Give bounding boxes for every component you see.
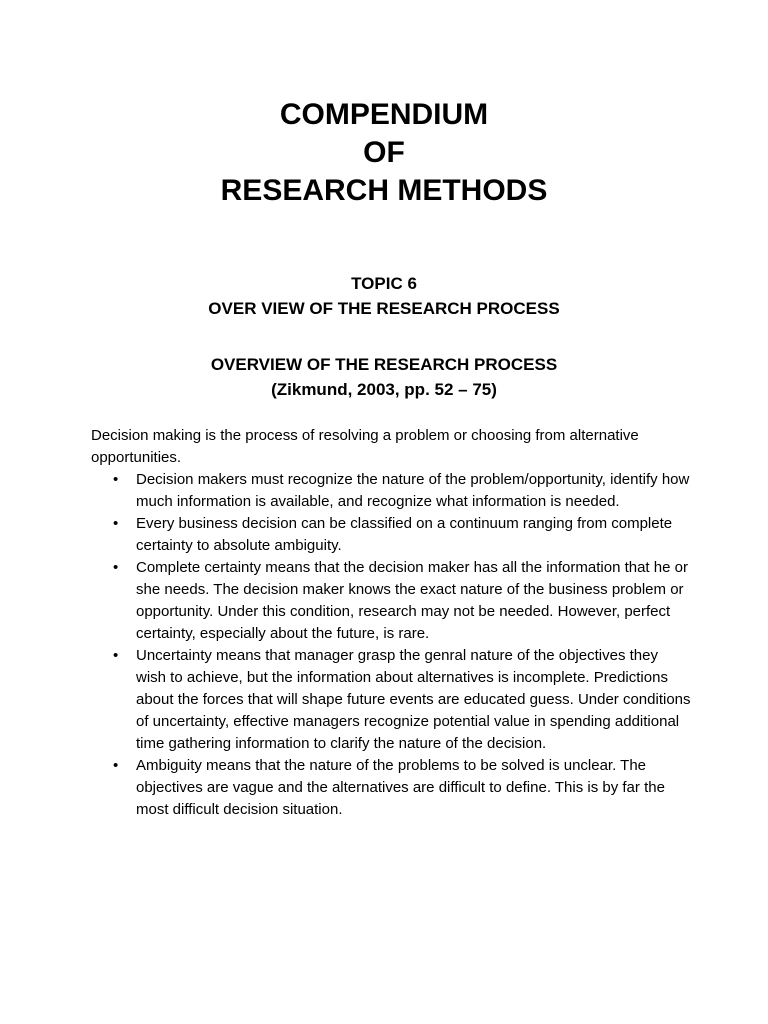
bullet-text: Every business decision can be classified on a continuum ranging from complete certainty to absolute ambiguity. <box>136 515 673 554</box>
topic-heading <box>0 271 768 321</box>
bullet-list <box>91 469 691 821</box>
section-citation: (Zikmund, 2003, pp. 52 – 75) <box>271 380 497 399</box>
bullet-point-icon: • <box>113 471 119 488</box>
bullet-text: Complete certainty means that the decision maker has all the information that he or she needs. The decision maker knows the exact nature of the business problem or opportunity. Under this condition, research may not be needed. However, perfect certainty, especially about the future, is rare. <box>136 559 688 642</box>
section-title: OVERVIEW OF THE RESEARCH PROCESS <box>210 355 558 374</box>
bullet-point-icon: • <box>113 515 119 532</box>
bullet-item <box>91 755 691 821</box>
section-heading <box>0 352 768 402</box>
bullet-point-icon: • <box>113 647 119 664</box>
body-text <box>91 425 691 821</box>
bullet-item <box>91 645 691 755</box>
bullet-text: Ambiguity means that the nature of the problems to be solved is unclear. The objectives are vague and the alternatives are difficult to define. This is by far the most difficult decision situation. <box>136 757 665 818</box>
bullet-item <box>91 557 691 645</box>
title-line-1: COMPENDIUM <box>279 98 489 131</box>
bullet-point-icon: • <box>113 757 119 774</box>
topic-number: TOPIC 6 <box>351 274 417 293</box>
bullet-item <box>91 469 691 513</box>
bullet-text: Decision makers must recognize the nature of the problem/opportunity, identify how much information is available, and recognize what information is needed. <box>136 471 690 510</box>
title-line-2: OF <box>363 136 405 169</box>
topic-name: OVER VIEW OF THE RESEARCH PROCESS <box>208 299 560 318</box>
document-title <box>0 96 768 210</box>
bullet-item <box>91 513 691 557</box>
intro-paragraph: Decision making is the process of resolving a problem or choosing from alternative opportunities. <box>91 427 639 466</box>
bullet-text: Uncertainty means that manager grasp the genral nature of the objectives they wish to achieve, but the information about alternatives is incomplete. Predictions about the forces that will shape future events are educated guess. Under conditions of uncertainty, effective managers recognize potential value in spending additional time gathering information to clarify the nature of the decision. <box>136 647 691 752</box>
title-line-3: RESEARCH METHODS <box>220 174 548 207</box>
bullet-point-icon: • <box>113 559 119 576</box>
